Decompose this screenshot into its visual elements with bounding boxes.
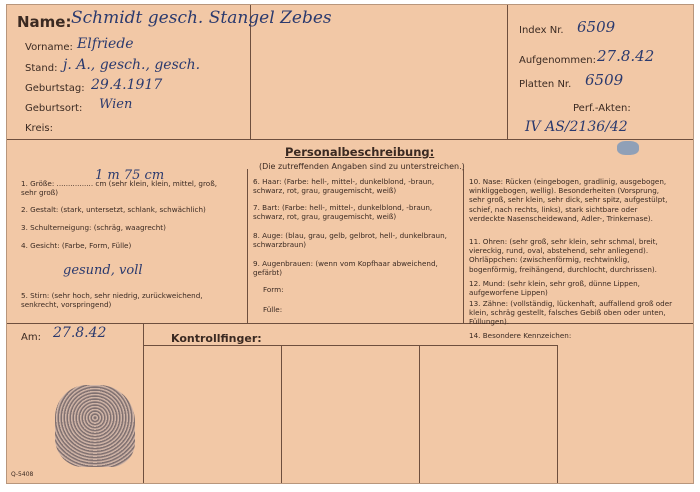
aufgenommen-value: 27.8.42 <box>597 47 655 65</box>
item-10-nose: 10. Nase: Rücken (eingebogen, gradlinig, ausgebogen, winkliggebogen, wellig). Besonderheiten (Vorsprung, sehr groß, sehr klein, sehr dick, sehr spitz, aufgestülpt, schief, nach rechts, links), stark sichtbare oder verdeckte Nasenscheidewand, Adler-, Trinkernase). <box>469 177 668 223</box>
item-1-size: 1. Größe: ................ cm (sehr klein, klein, mittel, groß, sehr groß) <box>21 179 218 198</box>
perf-label: Perf.-Akten: <box>573 103 631 114</box>
form-code: Q-5408 <box>11 471 34 478</box>
item-14-marks: 14. Besondere Kennzeichen: <box>469 331 572 340</box>
personal-title: Personalbeschreibung: <box>285 145 435 159</box>
am-value: 27.8.42 <box>53 325 107 341</box>
geburtsort-value: Wien <box>99 97 133 112</box>
rule-mid-right <box>463 169 464 323</box>
geburtstag-label: Geburtstag: <box>25 83 85 94</box>
perf-value: IV AS/2136/42 <box>525 119 628 135</box>
item-9-form: Form: <box>263 285 284 294</box>
geburtsort-label: Geburtsort: <box>25 103 83 114</box>
item-2-build: 2. Gestalt: (stark, untersetzt, schlank, schwächlich) <box>21 205 206 214</box>
rule-finger-2 <box>281 345 282 483</box>
geburtstag-value: 29.4.1917 <box>91 77 163 93</box>
personal-subtitle: (Die zutreffenden Angaben sind zu unterstreichen.) <box>259 162 465 171</box>
rule-header-right <box>507 5 508 139</box>
kontrollfinger-label: Kontrollfinger: <box>171 332 262 345</box>
rule-mid-left <box>247 169 248 323</box>
am-label: Am: <box>21 332 41 343</box>
rule-finger-1 <box>143 323 144 483</box>
blue-ink-stamp <box>617 141 639 155</box>
name-label: Name: <box>17 13 72 31</box>
police-record-card <box>6 4 694 484</box>
platten-value: 6509 <box>585 71 624 89</box>
item-7-beard: 7. Bart: (Farbe: hell-, mittel-, dunkelblond, -braun, schwarz, rot, grau, graugemischt, weiß) <box>253 203 433 222</box>
item-5-forehead: 5. Stirn: (sehr hoch, sehr niedrig, zurückweichend, senkrecht, vorspringend) <box>21 291 203 310</box>
item-12-mouth: 12. Mund: (sehr klein, sehr groß, dünne Lippen, aufgeworfene Lippen) <box>469 279 640 298</box>
kreis-label: Kreis: <box>25 123 53 134</box>
item-6-hair: 6. Haar: (Farbe: hell-, mittel-, dunkelblond, -braun, schwarz, rot, grau, graugemischt, weiß) <box>253 177 435 196</box>
face-value: gesund, voll <box>63 263 143 278</box>
item-9-eyebrows: 9. Augenbrauen: (wenn vom Kopfhaar abweichend, gefärbt) <box>253 259 438 278</box>
platten-label: Platten Nr. <box>519 79 572 90</box>
stand-value: j. A., gesch., gesch. <box>63 57 201 73</box>
index-label: Index Nr. <box>519 25 564 36</box>
rule-finger-header <box>143 345 557 346</box>
aufgenommen-label: Aufgenommen: <box>519 55 596 66</box>
stand-label: Stand: <box>25 63 58 74</box>
item-9-fill: Fülle: <box>263 305 283 314</box>
size-value: 1 m 75 cm <box>95 168 165 183</box>
name-value: Schmidt gesch. Stangel Zebes <box>71 8 332 28</box>
item-11-ears: 11. Ohren: (sehr groß, sehr klein, sehr schmal, breit, viereckig, rund, oval, abstehend, sehr anliegend). Ohrläppchen: (zwischenförmig, rechtwinklig, bogenförmig, freihängend, durchlocht, durchrissen). <box>469 237 658 274</box>
index-value: 6509 <box>577 18 616 36</box>
item-8-eyes: 8. Auge: (blau, grau, gelb, gelbrot, hell-, dunkelbraun, schwarzbraun) <box>253 231 447 250</box>
rule-finger-3 <box>419 345 420 483</box>
vorname-label: Vorname: <box>25 42 73 53</box>
rule-top-section <box>7 139 693 140</box>
item-3-shoulders: 3. Schulterneigung: (schräg, waagrecht) <box>21 223 166 232</box>
item-13-teeth: 13. Zähne: (vollständig, lückenhaft, auffallend groß oder klein, schräg gestellt, falsches Gebiß oben oder unten, Füllungen). <box>469 299 673 327</box>
rule-finger-4 <box>557 345 558 483</box>
vorname-value: Elfriede <box>77 36 134 52</box>
item-4-face: 4. Gesicht: (Farbe, Form, Fülle) <box>21 241 132 250</box>
fingerprint-image <box>55 385 135 467</box>
